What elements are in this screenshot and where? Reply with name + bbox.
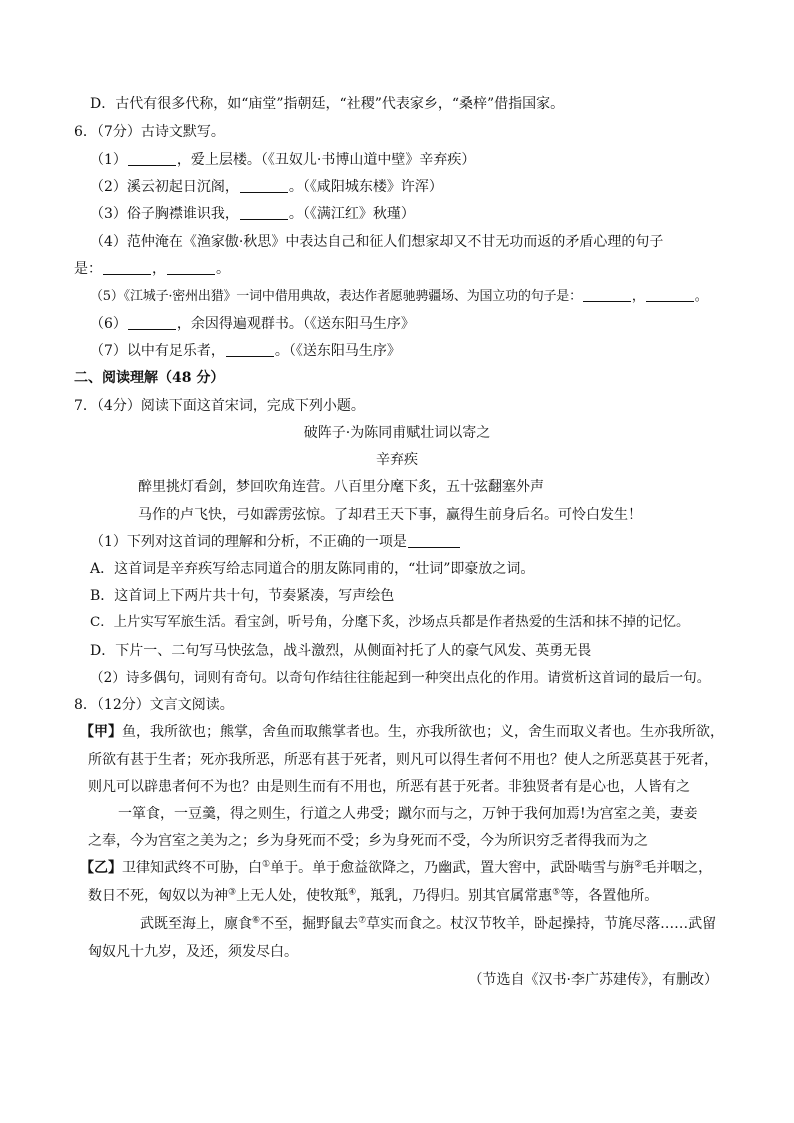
q6-item-4-line1: （4）范仲淹在《渔家傲·秋思》中表达自己和征人们想家却又不甘无功而返的矛盾心理的句子 bbox=[90, 234, 664, 250]
q6-item-7-prefix: （7）以中有足乐者， bbox=[90, 343, 225, 359]
yi-text: 等，各置他所。 bbox=[560, 888, 659, 904]
answer-blank[interactable] bbox=[103, 260, 151, 275]
poem-author: 辛弃疾 bbox=[376, 452, 418, 468]
answer-blank[interactable] bbox=[226, 342, 274, 357]
q6-item-3 bbox=[90, 204, 415, 224]
q6-item-6-suffix: ，余因得遍观群书。（《送东阳马生序》 bbox=[176, 316, 415, 332]
q6-item-2 bbox=[90, 177, 443, 197]
q6-item-2-prefix: （2）溪云初起日沉阁， bbox=[90, 179, 239, 195]
passage-source: （节选自《汉书·李广苏建传》，有删改） bbox=[468, 972, 718, 988]
jia-passage-line-5: 之奉，今为宫室之美为之；乡为身死而不受；乡为身死而不受，今为所识穷乏者得我而为之 bbox=[88, 833, 648, 849]
jia-passage-line-3: 则凡可以辟患者何不为也？由是则生而有不用也，所恶有甚于死者。非独贤者有是心也，人皆有之 bbox=[88, 779, 690, 795]
answer-blank[interactable] bbox=[128, 315, 176, 330]
answer-blank[interactable] bbox=[583, 287, 631, 302]
jia-passage-line-1 bbox=[80, 722, 724, 742]
q7-option-b: B．这首词上下两片共十句，节奏紧凑，写声绘色 bbox=[90, 588, 395, 604]
q5-option-d: D．古代有很多代称，如“庙堂”指朝廷，“社稷”代表家乡，“桑梓”借指国家。 bbox=[90, 96, 565, 112]
q7-option-d: D．下片一、二句写马快弦急，战斗激烈，从侧面衬托了人的豪气风发、英勇无畏 bbox=[90, 643, 592, 659]
footnote-marker: ④ bbox=[348, 887, 357, 898]
q6-item-7-suffix: 。（《送东阳马生序》 bbox=[274, 343, 401, 359]
yi-text: 武既至海上，廪食 bbox=[140, 916, 252, 932]
q7-option-a: A．这首词是辛弃疾写给志同道合的朋友陈同甫的，“壮词”即豪放之词。 bbox=[90, 561, 535, 577]
jia-passage-line-4: 一箪食，一豆羹，得之则生，行道之人弗受；蹴尔而与之，万钟于我何加焉!为宫室之美，妻妾 bbox=[118, 806, 698, 822]
poem-title: 破阵子·为陈同甫赋壮词以寄之 bbox=[303, 425, 491, 441]
q7-stem: 7．（4分）阅读下面这首宋词，完成下列小题。 bbox=[74, 398, 365, 414]
q6-item-6-prefix: （6） bbox=[90, 316, 127, 332]
answer-blank[interactable] bbox=[167, 260, 215, 275]
q6-item-4-separator: ， bbox=[152, 261, 166, 277]
yi-text: 卫律知武终不可胁，白 bbox=[122, 860, 262, 876]
footnote-marker: ② bbox=[634, 859, 643, 870]
q6-item-1 bbox=[90, 150, 475, 170]
q6-item-2-suffix: 。（《咸阳城东楼》许浑） bbox=[288, 179, 443, 195]
q6-item-5-prefix: （5）《江城子·密州出猎》一词中借用典故，表达作者愿驰骋疆场、为国立功的句子是： bbox=[90, 289, 582, 304]
yi-text: 草实而食之。杖汉节牧羊，卧起操持，节旄尽落……武留 bbox=[366, 916, 717, 932]
answer-blank[interactable] bbox=[240, 178, 288, 193]
footnote-marker: ⑤ bbox=[552, 887, 561, 898]
yi-text: 不至，掘野鼠去 bbox=[260, 916, 359, 932]
yi-text: 上无人处，使牧羝 bbox=[236, 888, 349, 904]
jia-passage-line-2: 所欲有甚于生者；死亦我所恶，所恶有甚于死者，则凡可以得生者何不用也？使人之所恶莫甚于死者， bbox=[88, 752, 718, 768]
yi-text: 单于。单于愈益欲降之，乃幽武，置大窖中，武卧啮雪与旃 bbox=[270, 860, 635, 876]
yi-passage-line-1 bbox=[80, 858, 712, 878]
yi-text: 数日不死，匈奴以为神 bbox=[88, 888, 228, 904]
yi-passage-line-4: 匈奴凡十九岁，及还，须发尽白。 bbox=[88, 944, 298, 960]
q6-item-1-suffix: ，爱上层楼。（《丑奴儿·书博山道中壁》辛弃疾） bbox=[176, 152, 476, 168]
footnote-marker: ① bbox=[262, 859, 271, 870]
q6-stem: 6．（7分）古诗文默写。 bbox=[74, 124, 225, 140]
answer-blank[interactable] bbox=[408, 533, 460, 548]
poem-line-2: 马作的卢飞快，弓如霹雳弦惊。了却君王天下事，赢得生前身后名。可怜白发生！ bbox=[138, 507, 642, 523]
q7-sub-2: （2）诗多偶句，词则有奇句。以奇句作结往往能起到一种突出点化的作用。请赏析这首词的最后一句。 bbox=[90, 670, 711, 686]
q6-item-5 bbox=[90, 287, 708, 307]
q6-item-1-prefix: （1） bbox=[90, 152, 127, 168]
answer-blank[interactable] bbox=[240, 205, 288, 220]
jia-label: 【甲】 bbox=[80, 724, 122, 740]
jia-text-1: 鱼，我所欲也；熊掌，舍鱼而取熊掌者也。生，亦我所欲也；义，舍生而取义者也。生亦我所欲， bbox=[122, 724, 724, 740]
answer-blank[interactable] bbox=[128, 151, 176, 166]
yi-label: 【乙】 bbox=[80, 860, 122, 876]
q7-sub-1-text: （1）下列对这首词的理解和分析，不正确的一项是 bbox=[90, 534, 407, 550]
poem-line-1: 醉里挑灯看剑，梦回吹角连营。八百里分麾下炙，五十弦翻塞外声 bbox=[138, 479, 544, 495]
footnote-marker: ③ bbox=[228, 887, 237, 898]
answer-blank[interactable] bbox=[646, 287, 694, 302]
footnote-marker: ⑥ bbox=[252, 915, 261, 926]
q6-item-4-line2 bbox=[74, 259, 230, 279]
q6-item-4-suffix: 。 bbox=[216, 261, 230, 277]
footnote-marker: ⑦ bbox=[358, 915, 367, 926]
q8-stem: 8．（12分）文言文阅读。 bbox=[74, 697, 234, 713]
yi-passage-line-3 bbox=[140, 914, 716, 934]
yi-passage-line-2 bbox=[88, 886, 658, 906]
q6-item-5-separator: ， bbox=[631, 289, 645, 304]
yi-text: ，羝乳，乃得归。别其官属常惠 bbox=[356, 888, 553, 904]
q7-sub-1 bbox=[90, 532, 461, 552]
q6-item-7 bbox=[90, 341, 401, 361]
q6-item-6 bbox=[90, 314, 415, 334]
section-2-title: 二、阅读理解（48 分） bbox=[74, 370, 225, 386]
q7-option-c: C．上片实写军旅生活。看宝剑，听号角，分麾下炙，沙场点兵都是作者热爱的生活和抹不掉的记忆。 bbox=[90, 615, 690, 630]
yi-text: 毛并咽之， bbox=[642, 860, 713, 876]
q6-item-3-suffix: 。（《满江红》秋瑾） bbox=[288, 206, 415, 222]
q6-item-3-prefix: （3）俗子胸襟谁识我， bbox=[90, 206, 239, 222]
q6-item-5-suffix: 。 bbox=[694, 289, 708, 304]
q6-item-4-prefix: 是： bbox=[74, 261, 102, 277]
